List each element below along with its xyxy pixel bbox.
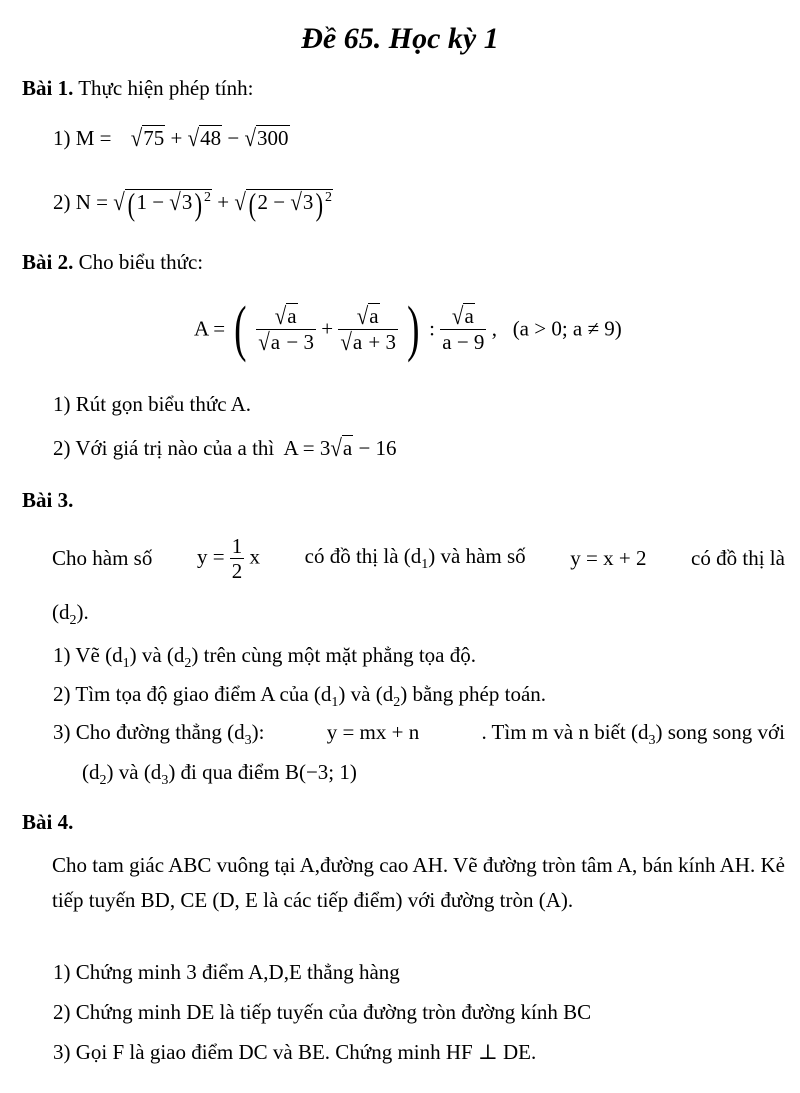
problem-1-heading: Bài 1. — [22, 76, 74, 100]
problem-2-heading: Bài 2. — [22, 250, 74, 274]
problem-3-heading: Bài 3. — [22, 488, 74, 512]
problem-4-paragraph: Cho tam giác ABC vuông tại A,đường cao AH. Vẽ đường tròn tâm A, bán kính AH. Kẻ tiếp tuyến BD, CE (D, E là các tiếp điểm) với đường tròn (A). — [52, 853, 785, 912]
problem-3-item-3-cont: $(d_2)$ và $(d_3)$ đi qua điểm B(−3; 1) — [82, 760, 357, 789]
item-label: 1) M = — [53, 126, 112, 150]
problem-3-line-2: $(d_2)$. — [52, 600, 89, 629]
problem-2 — [22, 252, 203, 273]
problem-1 — [22, 78, 253, 99]
problem-3-item-1: 1) Vẽ $(d_1)$ và $(d_2)$ trên cùng một mặt phẳng tọa độ. — [53, 643, 477, 672]
problem-1-item-2 — [53, 188, 333, 220]
problem-3-item-2: 2) Tìm tọa độ giao điểm A của $(d_1)$ và $(d_2)$ bằng phép toán. — [53, 682, 547, 711]
item-label: 2) Với giá trị nào của a thì — [53, 436, 275, 460]
condition: (a > 0; a ≠ 9) — [512, 316, 622, 341]
problem-4-heading: Bài 4. — [22, 810, 74, 834]
expr-m: √75 + √48 − √300 — [130, 124, 289, 152]
page-title: Đề 65. Học kỳ 1 — [301, 22, 499, 55]
expr-n: √(1 − √3) $^2$ + √(2 − √3) $^2$ — [113, 186, 333, 222]
item-label: 2) N = — [53, 189, 109, 214]
problem-3-item-3: 3) Cho đường thẳng $(d_3)$: y = mx + n . Tìm m và n biết $(d_3)$ song song với — [53, 720, 785, 749]
problem-1-intro: Thực hiện phép tính: — [78, 76, 254, 100]
problem-4-item-1: 1) Chứng minh 3 điểm A,D,E thẳng hàng — [53, 960, 400, 984]
problem-4-item-3: 3) Gọi F là giao điểm DC và BE. Chứng minh HF ⊥ DE. — [53, 1040, 537, 1064]
expr-a: A = ( $\frac{√a}{√a - 3}$ + $\frac{√a}{√a + 3}$ ) : $\frac{√a}{a - 9}$ , (a > 0; a ≠ 9) — [194, 295, 622, 363]
problem-1-item-1 — [53, 124, 290, 152]
problem-2-item-1: 1) Rút gọn biểu thức A. — [53, 392, 252, 416]
point-b: B(−3; 1) — [284, 760, 357, 784]
problem-2-intro: Cho biểu thức: — [78, 250, 204, 274]
problem-2-item-2: 2) Với giá trị nào của a thì A = 3√a − 16 — [53, 434, 397, 462]
problem-3-line-1: Cho hàm số y = $\frac{1}{2}$ x có đồ thị là $(d_1)$ và hàm số y = x + 2 có đồ thị là — [52, 534, 785, 584]
problem-4-item-2: 2) Chứng minh DE là tiếp tuyến của đường tròn đường kính BC — [53, 1000, 592, 1024]
